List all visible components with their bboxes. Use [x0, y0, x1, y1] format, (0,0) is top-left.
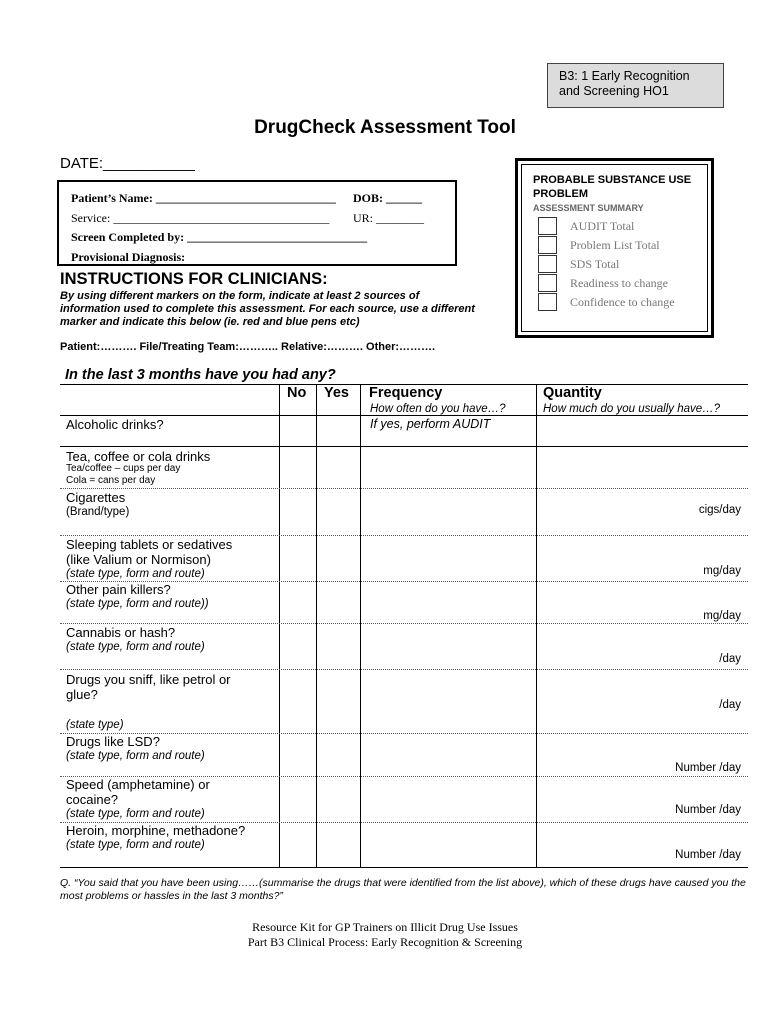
score-box[interactable] — [538, 255, 557, 273]
information-sources-line[interactable]: Patient:………. File/Treating Team:……….. Relative:………. Other:………. — [60, 341, 436, 353]
row-label-speed: Speed (amphetamine) or — [66, 777, 210, 792]
follow-up-question: Q. “You said that you have been using……(summarise the drugs that were identified from the list above), which of these drugs have caused you the most problems or hassles in the last 3 months?” — [60, 877, 746, 902]
column-divider-frequency — [360, 384, 361, 867]
header-quantity: Quantity — [543, 385, 602, 401]
module-label-box — [547, 63, 724, 108]
row-label-sedatives: Sleeping tablets or sedatives — [66, 537, 233, 552]
score-box[interactable] — [538, 217, 557, 235]
header-rule — [60, 415, 748, 416]
unit-inhalants: /day — [719, 699, 741, 711]
patient-details-box — [57, 180, 457, 266]
instructions-heading: INSTRUCTIONS FOR CLINICIANS: — [60, 270, 328, 288]
dob-field[interactable]: DOB: ______ — [353, 191, 422, 205]
service-field[interactable]: Service: ____________________________________ — [71, 210, 330, 225]
row-note-heroin: (state type, form and route) — [66, 839, 205, 851]
unit-speed: Number /day — [675, 804, 741, 816]
assessment-summary-box — [515, 158, 714, 338]
unit-cannabis: /day — [719, 653, 741, 665]
row-label-speed-2: cocaine? — [66, 792, 119, 807]
module-label-line-2: and Screening HO1 — [559, 84, 669, 98]
audit-note: If yes, perform AUDIT — [370, 417, 491, 431]
row-rule — [60, 669, 748, 670]
footer-line-2: Part B3 Clinical Process: Early Recognition & Screening — [247, 935, 523, 949]
row-note-pain-killers: (state type, form and route)) — [66, 598, 209, 610]
row-rule — [60, 733, 748, 734]
header-quantity-sub: How much do you usually have…? — [543, 403, 721, 415]
summary-item-audit: AUDIT Total — [538, 217, 713, 236]
header-frequency-sub: How often do you have…? — [370, 403, 506, 415]
row-label-pain-killers: Other pain killers? — [66, 582, 171, 597]
date-field[interactable]: DATE:___________ — [60, 155, 195, 172]
unit-cigarettes: cigs/day — [698, 504, 741, 516]
row-rule — [60, 623, 748, 624]
column-divider-no — [279, 384, 280, 867]
row-note-cannabis: (state type, form and route) — [66, 641, 205, 653]
row-rule — [60, 535, 748, 536]
score-box[interactable] — [538, 293, 557, 311]
column-divider-yes — [316, 384, 317, 867]
row-note-inhalants: (state type) — [66, 719, 124, 731]
unit-heroin: Number /day — [675, 849, 741, 861]
header-yes: Yes — [324, 385, 349, 401]
row-note-speed: (state type, form and route) — [66, 808, 205, 820]
column-divider-quantity — [536, 384, 537, 867]
unit-sedatives: mg/day — [703, 565, 741, 577]
row-label-cigarettes: Cigarettes — [66, 490, 126, 505]
row-label-caffeine: Tea, coffee or cola drinks — [66, 449, 211, 464]
page-title: DrugCheck Assessment Tool — [254, 117, 516, 138]
summary-item-sds: SDS Total — [538, 255, 713, 274]
score-box[interactable] — [538, 236, 557, 254]
row-rule — [60, 446, 748, 447]
summary-item-problem-list: Problem List Total — [538, 236, 713, 255]
screen-completed-field[interactable]: Screen Completed by: ______________________________ — [71, 230, 368, 244]
row-note-caffeine-2: Cola = cans per day — [66, 475, 156, 486]
row-label-inhalants-2: glue? — [66, 687, 98, 702]
row-rule — [60, 488, 748, 489]
module-label-line-1: B3: 1 Early Recognition — [559, 69, 690, 83]
score-box[interactable] — [538, 274, 557, 292]
row-label-heroin: Heroin, morphine, methadone? — [66, 823, 246, 838]
row-note-lsd: (state type, form and route) — [66, 750, 205, 762]
unit-pain-killers: mg/day — [703, 610, 741, 622]
table-bottom-rule — [60, 867, 748, 868]
row-note-sedatives: (state type, form and route) — [66, 568, 205, 580]
ur-field[interactable]: UR: ________ — [353, 210, 425, 225]
row-label-cannabis: Cannabis or hash? — [66, 625, 176, 640]
row-note-caffeine-1: Tea/coffee – cups per day — [66, 463, 181, 474]
header-no: No — [287, 385, 307, 401]
row-label-lsd: Drugs like LSD? — [66, 734, 160, 749]
summary-title: PROBABLE SUBSTANCE USE PROBLEM — [533, 174, 692, 200]
summary-item-confidence: Confidence to change — [538, 293, 713, 312]
provisional-diagnosis-field[interactable]: Provisional Diagnosis: — [71, 249, 186, 264]
row-label-sedatives-2: (like Valium or Normison) — [66, 552, 211, 567]
footer-line-1: Resource Kit for GP Trainers on Illicit Drug Use Issues — [252, 920, 518, 934]
row-label-alcohol: Alcoholic drinks? — [66, 417, 164, 432]
summary-subtitle: ASSESSMENT SUMMARY — [533, 203, 644, 213]
instructions-body: By using different markers on the form, indicate at least 2 sources of information used to complete this assessment. For each source, use a different marker and indicate this below (ie. red and blue pens etc) — [60, 290, 475, 328]
unit-lsd: Number /day — [675, 762, 741, 774]
row-note-cigarettes: (Brand/type) — [66, 506, 130, 518]
summary-item-readiness: Readiness to change — [538, 274, 713, 293]
page-footer — [0, 920, 770, 950]
table-question: In the last 3 months have you had any? — [65, 367, 336, 383]
header-frequency: Frequency — [369, 385, 443, 401]
row-label-inhalants: Drugs you sniff, like petrol or — [66, 672, 231, 687]
patient-name-field[interactable]: Patient’s Name: ______________________________ — [71, 191, 336, 205]
